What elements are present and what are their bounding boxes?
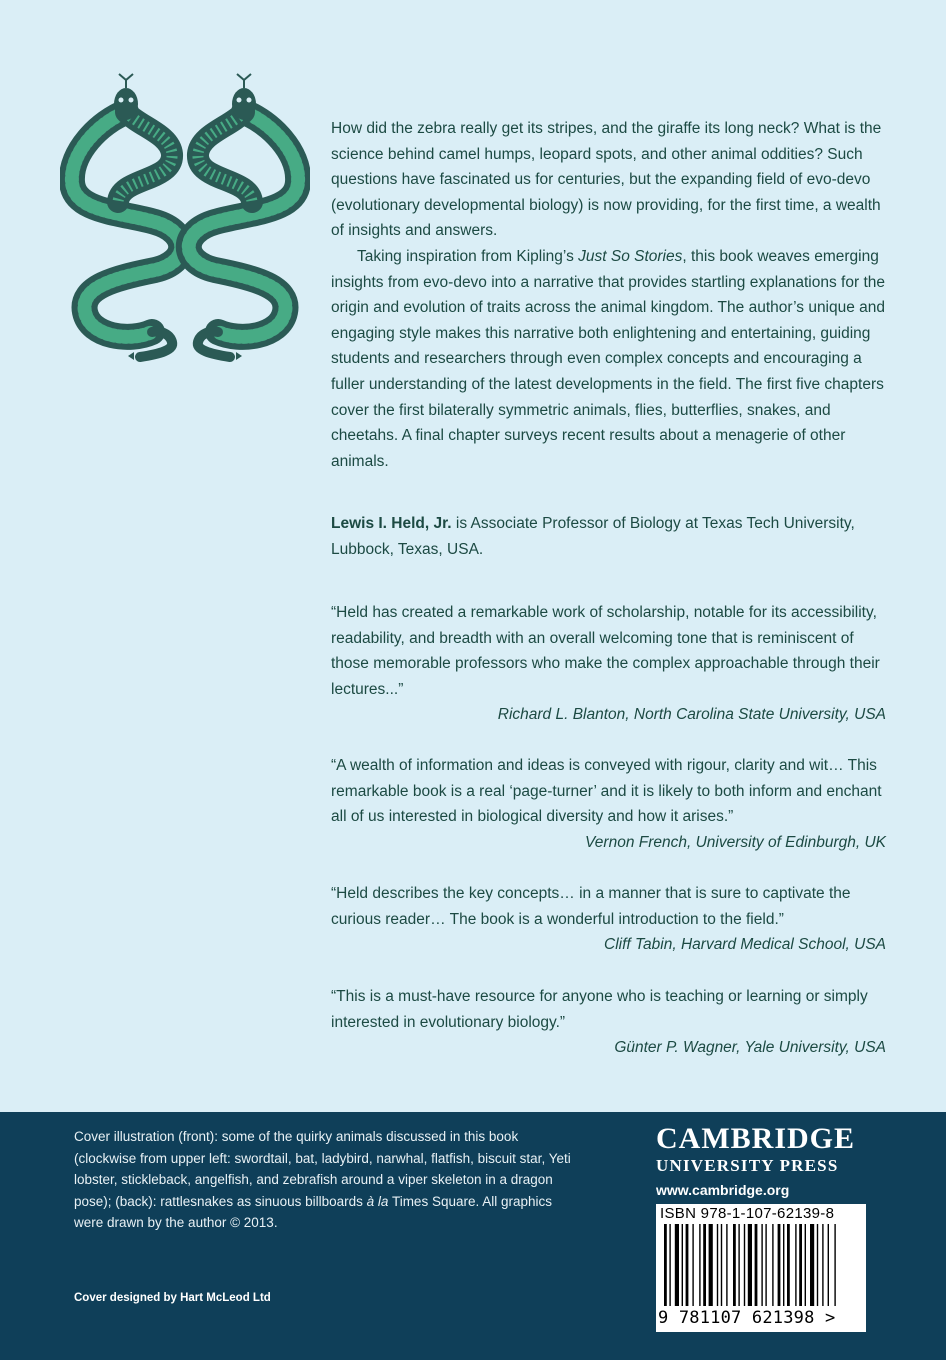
barcode-bar xyxy=(795,1224,796,1306)
book-description xyxy=(331,116,891,474)
publisher-url: www.cambridge.org xyxy=(656,1182,790,1198)
barcode-bar xyxy=(721,1224,722,1306)
barcode-bar xyxy=(726,1224,727,1306)
credit-text-end: Times Square. All graphics were drawn by the author © 2013. xyxy=(74,1193,553,1230)
barcode-bar xyxy=(828,1224,829,1306)
barcode-bar xyxy=(703,1224,706,1306)
barcode-bar xyxy=(733,1224,736,1306)
barcode-bar xyxy=(805,1224,806,1306)
description-paragraph-2 xyxy=(331,244,891,474)
quote-attribution: Cliff Tabin, Harvard Medical School, USA xyxy=(604,936,886,954)
review-quote-2 xyxy=(331,753,891,855)
rattlesnake-illustration xyxy=(60,72,310,372)
barcode-bar xyxy=(744,1224,745,1306)
barcode-bar xyxy=(834,1224,835,1306)
barcode-bar xyxy=(810,1224,814,1306)
description-p2-rest: , this book weaves emerging insights from evo-devo into a narrative that provides startling explanations for the origin and evolution of traits across the animal kingdom. The author’s unique and engaging style makes this narrative both enlightening and entertaining, guiding students and researchers through even complex concepts and encouraging a fuller understanding of the latest developments in the field. The first five chapters cover the first bilaterally symmetric animals, flies, butterflies, snakes, and cheetahs. A final chapter surveys recent results about a menagerie of other animals. xyxy=(331,247,886,470)
quote-text: “Held describes the key concepts… in a manner that is sure to captivate the curious reader… The book is a wonderful introduction to the field.” xyxy=(331,885,851,928)
credit-italic: à la xyxy=(366,1193,389,1209)
barcode-bar xyxy=(669,1224,670,1306)
quote-attribution: Richard L. Blanton, North Carolina State University, USA xyxy=(497,706,886,724)
snake-right xyxy=(189,74,298,360)
barcode-bar xyxy=(686,1224,689,1306)
isbn-number: ISBN 978-1-107-62139-8 xyxy=(660,1205,835,1222)
barcode-bar xyxy=(778,1224,781,1306)
barcode-bar xyxy=(755,1224,758,1306)
snake-left xyxy=(72,74,181,360)
quote-attribution: Vernon French, University of Edinburgh, UK xyxy=(585,833,886,851)
barcode-bar xyxy=(822,1224,823,1306)
quote-text: “This is a must-have resource for anyone who is teaching or learning or simply interested in evolutionary biology.” xyxy=(331,988,868,1031)
description-paragraph-1: How did the zebra really get its stripes, and the giraffe its long neck? What is the science behind camel humps, leopard spots, and other animal oddities? Such questions have fascinated us for centuries, but the expanding field of evo-devo (evolutionary developmental biology) is now providing, for the first time, a wealth of insights and answers. xyxy=(331,120,882,240)
barcode-bar xyxy=(664,1224,667,1306)
book-title-reference: Just So Stories xyxy=(578,247,683,265)
barcode-bars xyxy=(660,1224,862,1308)
review-quote-3 xyxy=(331,881,891,958)
quote-attribution: Günter P. Wagner, Yale University, USA xyxy=(614,1039,886,1057)
barcode-bar xyxy=(692,1224,693,1306)
description-p2-start: Taking inspiration from Kipling’s xyxy=(357,247,579,265)
publisher-logo xyxy=(656,1124,876,1198)
barcode-bar xyxy=(675,1224,679,1306)
author-bio-text: is Associate Professor of Biology at Texas Tech University, Lubbock, Texas, USA. xyxy=(331,515,855,558)
barcode-bar xyxy=(738,1224,739,1306)
barcode-bar xyxy=(787,1224,790,1306)
review-quote-1 xyxy=(331,600,891,728)
footer-band xyxy=(0,1112,946,1360)
barcode-bar xyxy=(799,1224,802,1306)
quote-text: “A wealth of information and ideas is conveyed with rigour, clarity and wit… This remarkable book is a real ‘page-turner’ and it is likely to both inform and enchant all of us interested in biological diversity and how it arises.” xyxy=(331,757,882,826)
barcode-bar xyxy=(699,1224,700,1306)
barcode-bar xyxy=(709,1224,713,1306)
quote-text: “Held has created a remarkable work of scholarship, notable for its accessibility, readability, and breadth with an overall welcoming tone that is reminiscent of those memorable professors who make the complex approachable through their lectures...” xyxy=(331,604,880,698)
review-quote-4 xyxy=(331,984,891,1061)
isbn-barcode xyxy=(656,1204,866,1332)
barcode-bar xyxy=(817,1224,818,1306)
publisher-subtitle: UNIVERSITY PRESS xyxy=(656,1156,839,1175)
barcode-bar xyxy=(682,1224,683,1306)
publisher-name: CAMBRIDGE xyxy=(656,1122,856,1155)
barcode-bar xyxy=(765,1224,766,1306)
credit-text: Cover illustration (front): some of the quirky animals discussed in this book (clockwise from upper left: swordtail, bat, ladybird, narwhal, flatfish, biscuit star, Yeti lobster, stickleback, angelfish, and zebrafish around a viper skeleton in a dragon pose); (back): rattlesnakes as sinuous billboards xyxy=(74,1129,571,1209)
barcode-bar xyxy=(772,1224,773,1306)
barcode-bar xyxy=(761,1224,762,1306)
barcode-bar xyxy=(748,1224,752,1306)
author-bio xyxy=(331,511,891,562)
cover-illustration-credit xyxy=(74,1126,574,1234)
barcode-digits: 9 781107 621398 > xyxy=(658,1308,836,1328)
barcode-bar xyxy=(717,1224,718,1306)
barcode-bar xyxy=(783,1224,784,1306)
cover-designer-credit: Cover designed by Hart McLeod Ltd xyxy=(74,1292,271,1304)
author-name: Lewis I. Held, Jr. xyxy=(331,515,452,532)
